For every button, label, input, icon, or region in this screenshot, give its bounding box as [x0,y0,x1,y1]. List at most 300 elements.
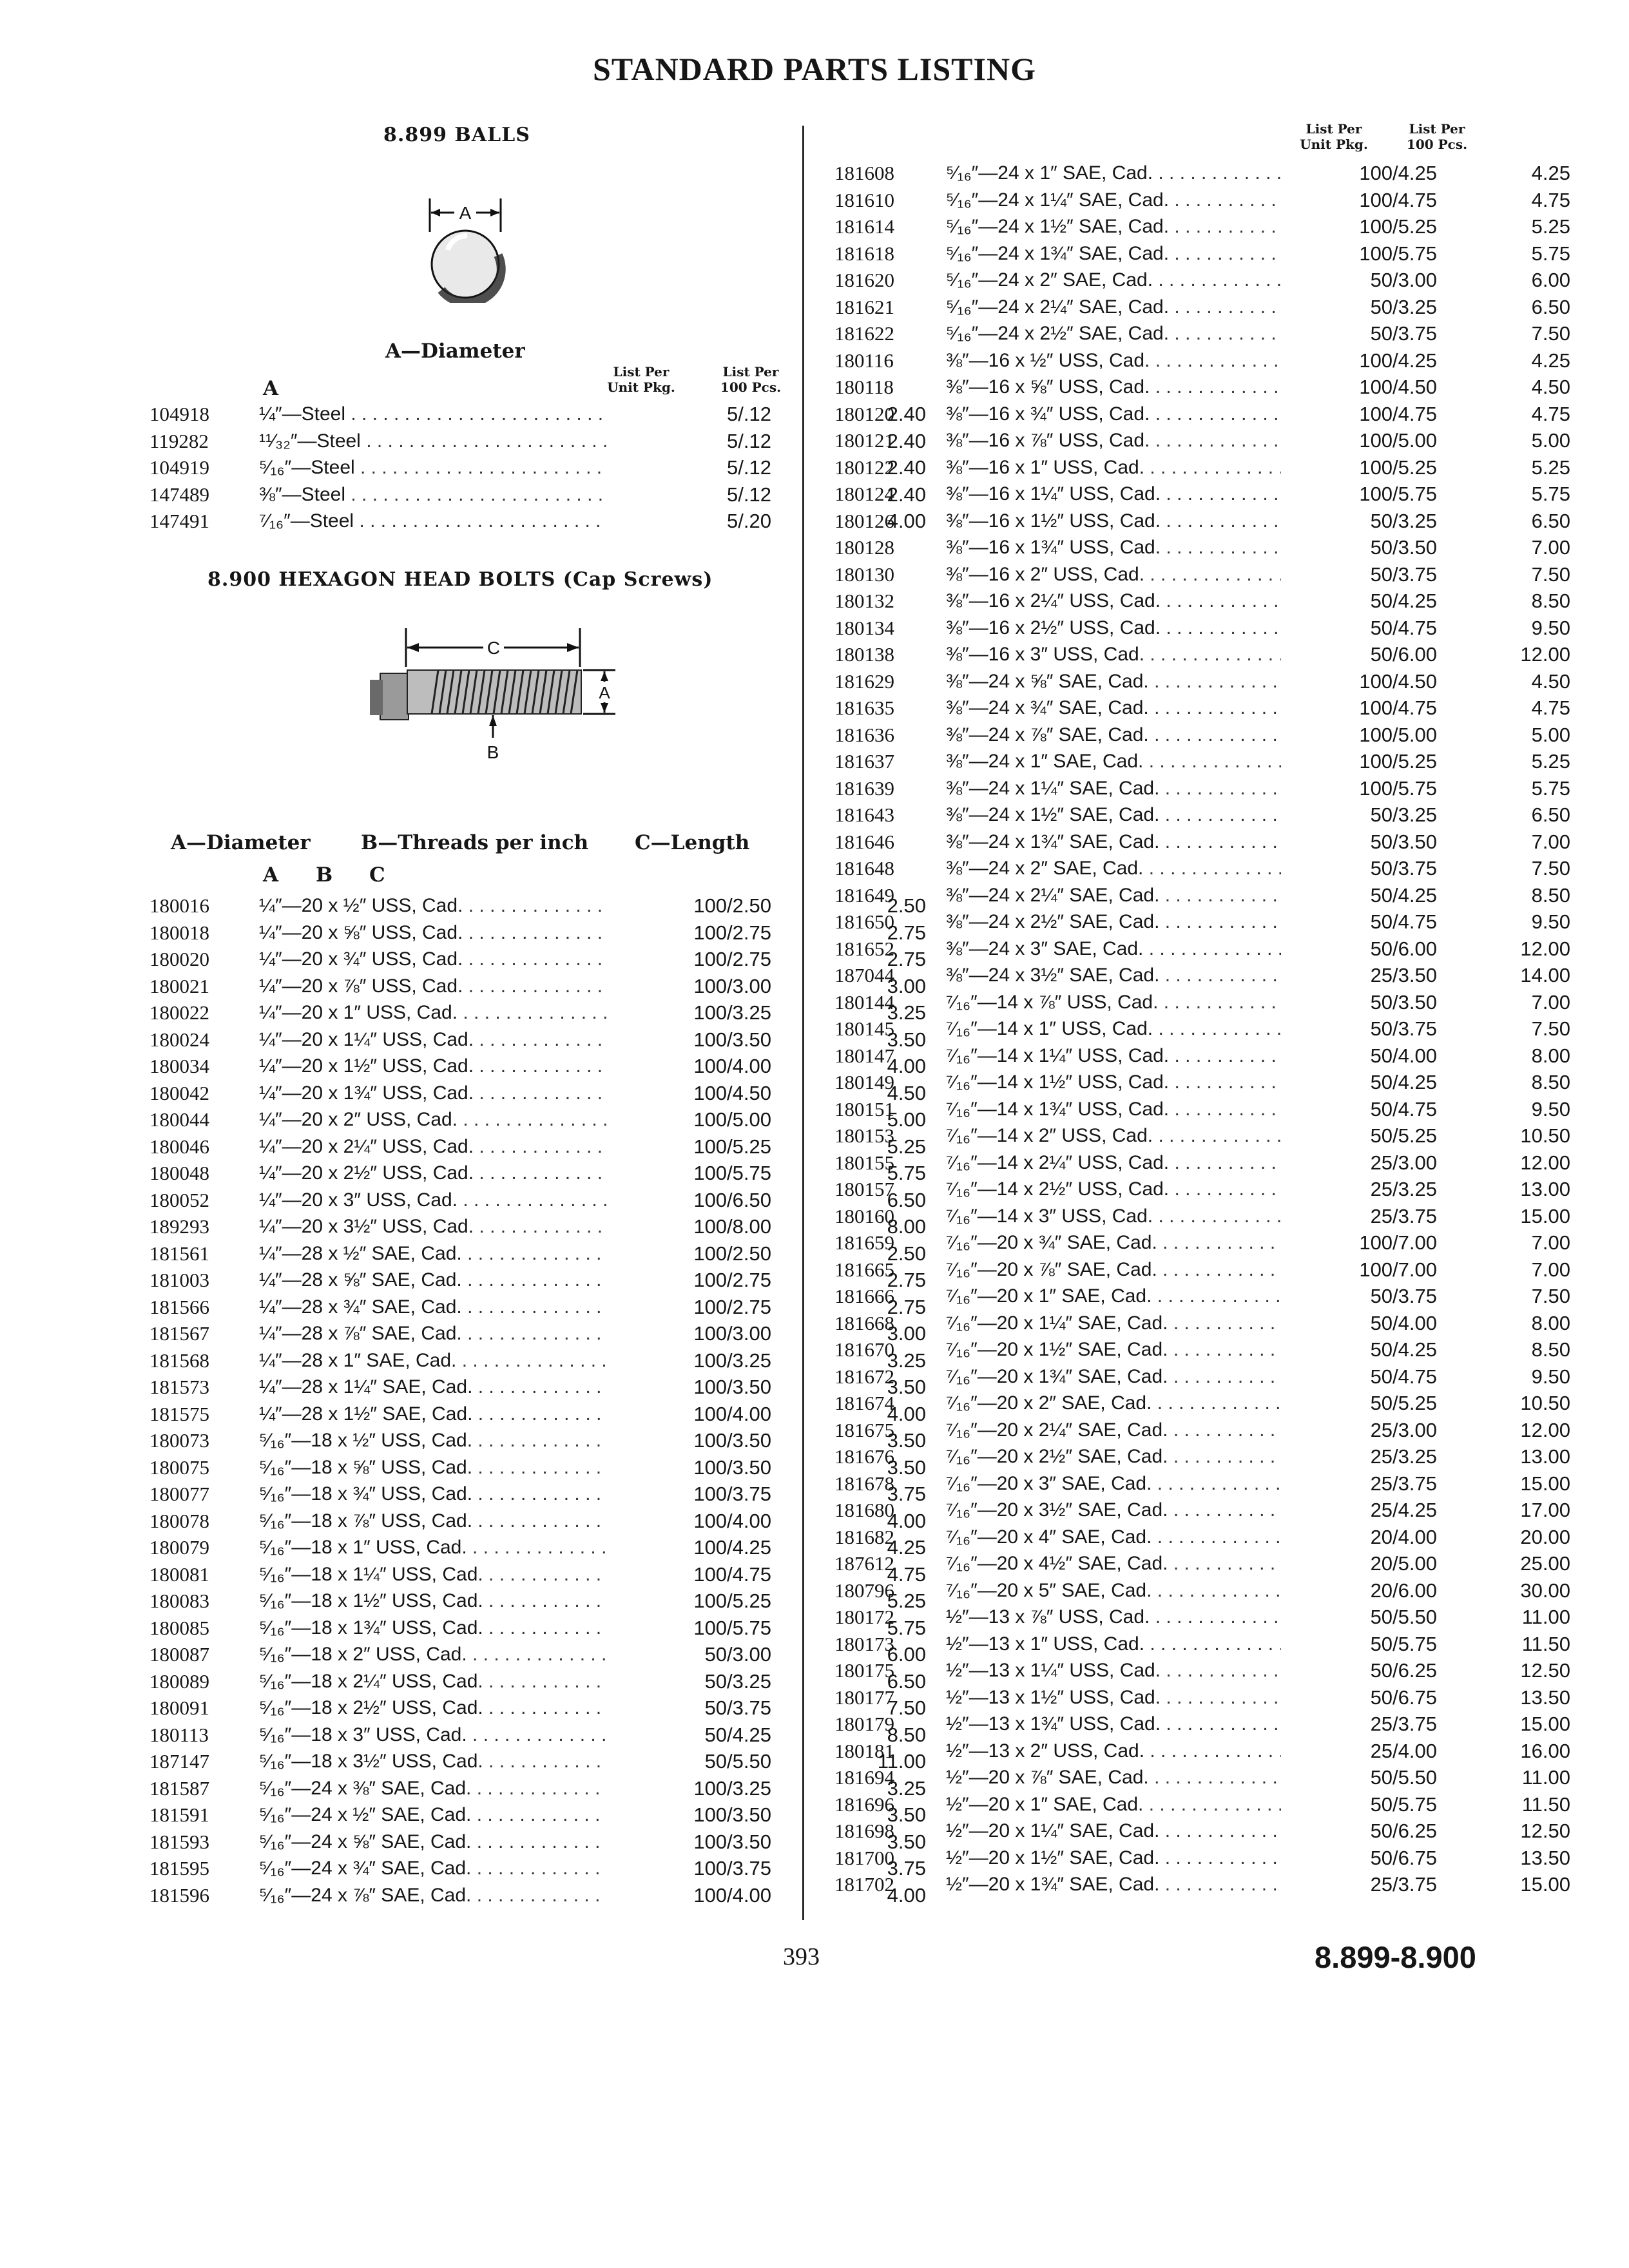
part-number: 181610 [834,188,894,211]
section-range: 8.899-8.900 [1315,1940,1476,1974]
price-per-unit-pkg: 25/3.75 [1370,1873,1437,1896]
price-per-100: 20.00 [1520,1525,1570,1548]
table-row [834,695,1576,722]
price-per-100: 5.00 [1531,723,1570,746]
part-number: 181668 [834,1311,894,1334]
price-per-unit-pkg: 5/.12 [727,483,771,506]
price-per-unit-pkg: 50/3.50 [1370,536,1437,559]
table-row [834,908,1576,936]
price-per-100: 11.00 [1521,1766,1570,1789]
description: ¼″—28 x ¾″ SAE, Cad. . . . [259,1294,607,1321]
part-number: 180157 [834,1178,894,1200]
price-per-unit-pkg: 50/4.75 [1370,616,1437,639]
part-number: 180121 [834,429,894,452]
table-row [834,213,1576,240]
price-per-unit-pkg: 100/3.50 [693,1376,771,1398]
part-number: 180073 [149,1429,209,1452]
description: ⁵⁄₁₆″—18 x 1½″ USS, Cad. . . . [259,1588,607,1615]
price-per-unit-pkg: 50/3.75 [1370,857,1437,879]
part-number: 181567 [149,1322,209,1345]
price-per-unit-pkg: 25/3.75 [1370,1713,1437,1735]
price-per-unit-pkg: 100/4.00 [693,1509,771,1532]
part-number: 180144 [834,990,894,1014]
price-per-unit-pkg: 50/6.75 [1370,1686,1437,1709]
price-per-unit-pkg: 100/3.50 [693,1028,771,1051]
price-per-100: 3.75 [887,1483,926,1505]
price-per-100: 5.25 [1531,456,1570,479]
description: ⅜″—16 x ½″ USS, Cad. . . . [946,347,1281,374]
price-per-100: 2.50 [887,1242,926,1265]
price-per-100: 30.00 [1520,1579,1570,1602]
description: ¼″—20 x ⅞″ USS, Cad. . . . [259,973,607,1000]
table-row [834,1711,1576,1738]
table-row [834,267,1576,294]
price-per-unit-pkg: 100/4.75 [1359,697,1437,719]
price-per-100: 7.00 [1531,990,1570,1014]
price-per-100: 13.50 [1520,1846,1570,1869]
price-per-unit-pkg: 100/6.50 [693,1188,771,1211]
part-number: 181649 [834,883,894,907]
part-number: 180145 [834,1017,894,1040]
part-number: 147489 [149,483,209,506]
description: ⁵⁄₁₆″—24 x ¾″ SAE, Cad. . . . [259,1855,607,1882]
description: ¼″—28 x 1″ SAE, Cad. . . . [259,1347,607,1374]
part-number: 180155 [834,1151,894,1174]
part-number: 181614 [834,215,894,238]
description: ⅜″—24 x 1″ SAE, Cad. . . . [946,748,1281,775]
part-number: 181646 [834,830,894,853]
part-number: 180175 [834,1659,894,1682]
table-row [834,1818,1576,1845]
price-per-unit-pkg: 50/4.25 [1370,1071,1437,1093]
price-per-unit-pkg: 100/5.25 [1359,750,1437,773]
table-row [834,1256,1576,1283]
part-number: 181622 [834,322,894,345]
part-number: 180134 [834,616,894,639]
description: ⁵⁄₁₆″—18 x ⅝″ USS, Cad. . . . [259,1454,607,1481]
table-row [834,1417,1576,1444]
part-number: 181573 [149,1376,209,1398]
abc-a: A [263,863,279,887]
part-number: 181680 [834,1499,894,1521]
table-row [834,936,1576,963]
price-per-100: 6.00 [887,1643,926,1666]
description: ⁷⁄₁₆″—20 x ¾″ SAE, Cad. . . . [946,1229,1281,1256]
price-per-100: 4.00 [887,510,926,532]
description: ⅜″—16 x 1¼″ USS, Cad. . . . [946,481,1281,508]
price-per-unit-pkg: 100/3.75 [693,1483,771,1505]
price-per-100: 3.50 [887,1429,926,1452]
part-number: 180078 [149,1509,209,1532]
description: ⁵⁄₁₆″—24 x 1½″ SAE, Cad. . . . [946,213,1281,240]
price-per-100: 5.00 [887,1108,926,1131]
part-number: 180181 [834,1739,894,1762]
price-per-100: 8.50 [1531,590,1570,612]
part-number: 180048 [149,1162,209,1184]
table-row [834,1738,1576,1765]
description: ⁵⁄₁₆″—24 x ⅝″ SAE, Cad. . . . [259,1829,607,1856]
part-number: 180083 [149,1590,209,1612]
table-row [834,320,1576,347]
description: ½″—13 x 1″ USS, Cad. . . . [946,1631,1281,1658]
table-row [834,1871,1576,1898]
price-per-100: 3.50 [887,1830,926,1853]
table-row [834,1043,1576,1070]
description: ⁵⁄₁₆″—24 x 1¾″ SAE, Cad. . . . [946,240,1281,267]
price-per-unit-pkg: 100/4.50 [693,1081,771,1104]
description: ⅜″—24 x 1¾″ SAE, Cad. . . . [946,829,1281,856]
price-per-100: 12.00 [1520,1418,1570,1441]
price-per-unit-pkg: 50/4.75 [1370,910,1437,933]
price-per-100: 12.50 [1520,1820,1570,1842]
description: ¼″—28 x ⅝″ SAE, Cad. . . . [259,1267,607,1294]
price-per-100: 2.40 [887,456,926,479]
table-row [834,775,1576,802]
description: ⁷⁄₁₆″—14 x 3″ USS, Cad. . . . [946,1203,1281,1230]
price-per-unit-pkg: 100/2.75 [693,1295,771,1318]
description: ⁷⁄₁₆″—20 x 3″ SAE, Cad. . . . [946,1470,1281,1497]
price-per-unit-pkg: 50/4.25 [1370,1338,1437,1361]
price-per-unit-pkg: 100/2.50 [693,1242,771,1265]
bolts-legend-b: B—Threads per inch [361,831,589,854]
price-per-100: 5.75 [1531,242,1570,265]
part-number: 180022 [149,1001,209,1024]
table-row [834,1122,1576,1149]
table-row [834,1390,1576,1417]
part-number: 181587 [149,1776,209,1800]
table-row [834,1577,1576,1604]
description: ¼″—28 x 1¼″ SAE, Cad. . . . [259,1374,607,1401]
price-per-100: 4.00 [887,1402,926,1425]
description: ⅜″—16 x ¾″ USS, Cad. . . . [946,401,1281,428]
price-per-100: 15.00 [1520,1204,1570,1227]
table-row [834,1069,1576,1096]
description: ¼″—20 x ¾″ USS, Cad. . . . [259,946,607,973]
price-per-100: 10.50 [1520,1392,1570,1414]
bolts-col-per [1389,121,1485,152]
part-number: 180151 [834,1097,894,1120]
table-row [834,1176,1576,1203]
price-per-unit-pkg: 50/4.75 [1370,1365,1437,1388]
description: ⅜″—24 x 3½″ SAE, Cad. . . . [946,962,1281,989]
table-row [834,588,1576,615]
description: ¼″—20 x 1¼″ USS, Cad. . . . [259,1026,607,1053]
description: ½″—13 x 2″ USS, Cad. . . . [946,1738,1281,1765]
price-per-unit-pkg: 50/3.75 [1370,1285,1437,1307]
price-per-unit-pkg: 50/3.25 [1370,295,1437,318]
description: ½″—13 x 1½″ USS, Cad. . . . [946,1684,1281,1711]
table-row [834,1363,1576,1390]
table-row [834,802,1576,829]
price-per-100: 4.75 [1531,188,1570,211]
description: ⅜″—16 x 3″ USS, Cad. . . . [946,641,1281,668]
table-row [834,1015,1576,1043]
price-per-unit-pkg: 100/5.00 [1359,723,1437,746]
price-per-100: 3.25 [887,1001,926,1024]
table-row [834,1657,1576,1684]
table-row [834,1336,1576,1363]
description: ⅜″—16 x 1″ USS, Cad. . . . [946,454,1281,481]
price-per-unit-pkg: 100/8.00 [693,1215,771,1238]
table-row [834,1604,1576,1631]
price-per-100: 4.00 [887,1883,926,1907]
price-per-100: 25.00 [1520,1552,1570,1575]
price-per-100: 12.00 [1520,937,1570,960]
part-number: 181672 [834,1365,894,1388]
description: ⅜″—Steel . . . [259,481,607,508]
part-number: 181670 [834,1338,894,1361]
price-per-unit-pkg: 100/3.50 [693,1830,771,1853]
description: ⅜″—24 x ¾″ SAE, Cad. . . . [946,695,1281,722]
description: ½″—20 x 1¼″ SAE, Cad. . . . [946,1818,1281,1845]
description: ⁵⁄₁₆″—18 x 2″ USS, Cad. . . . [259,1641,607,1668]
page-title: STANDARD PARTS LISTING [593,51,1036,87]
description: ¼″—20 x ½″ USS, Cad. . . . [259,892,607,919]
price-per-unit-pkg: 100/7.00 [1359,1231,1437,1254]
description: ⁷⁄₁₆″—20 x 1¼″ SAE, Cad. . . . [946,1310,1281,1337]
description: ⅜″—16 x 1½″ USS, Cad. . . . [946,508,1281,535]
description: ⁷⁄₁₆″—20 x 4½″ SAE, Cad. . . . [946,1550,1281,1577]
table-row [834,1845,1576,1872]
part-number: 181635 [834,697,894,719]
part-number: 181702 [834,1873,894,1896]
bolts-heading: 8.900 HEXAGON HEAD BOLTS (Cap Screws) [207,568,713,591]
price-per-100: 8.50 [887,1723,926,1746]
table-row [834,1497,1576,1524]
price-per-100: 2.40 [887,429,926,452]
description: ⅜″—24 x 1¼″ SAE, Cad. . . . [946,775,1281,802]
description: ⁷⁄₁₆″—14 x 2½″ USS, Cad. . . . [946,1176,1281,1203]
part-number: 181648 [834,857,894,879]
price-per-100: 2.40 [887,483,926,506]
price-per-unit-pkg: 25/3.25 [1370,1178,1437,1200]
part-number: 180024 [149,1028,209,1051]
part-number: 180081 [149,1562,209,1586]
price-per-100: 11.00 [1521,1606,1570,1628]
price-per-100: 7.50 [1531,1285,1570,1307]
table-row [834,374,1576,401]
price-per-unit-pkg: 100/4.75 [693,1562,771,1586]
table-row [834,508,1576,535]
description: ¼″—Steel . . . [259,401,607,428]
description: ½″—13 x 1¼″ USS, Cad. . . . [946,1657,1281,1684]
part-number: 104919 [149,456,209,479]
price-per-100: 16.00 [1520,1739,1570,1762]
part-number: 180020 [149,948,209,970]
price-per-100: 4.00 [887,1509,926,1532]
table-row [834,615,1576,642]
price-per-100: 17.00 [1520,1499,1570,1521]
price-per-100: 2.40 [887,403,926,425]
part-number: 180153 [834,1124,894,1147]
bolt-dim-a-label: A [599,683,610,702]
price-per-unit-pkg: 100/5.00 [1359,429,1437,452]
ball-dim-label: A [459,203,472,223]
bolt-dim-b-label: B [487,742,499,762]
description: ⁷⁄₁₆″—20 x 2″ SAE, Cad. . . . [946,1390,1281,1417]
price-per-unit-pkg: 25/3.00 [1370,1418,1437,1441]
price-per-unit-pkg: 100/2.75 [693,1269,771,1291]
description: ⁵⁄₁₆″—18 x 2½″ USS, Cad. . . . [259,1695,607,1722]
part-number: 181678 [834,1472,894,1495]
price-per-unit-pkg: 20/6.00 [1370,1579,1437,1602]
col-head-line: List Per [1409,121,1465,137]
description: ⅜″—16 x 2½″ USS, Cad. . . . [946,615,1281,642]
price-per-unit-pkg: 50/4.25 [704,1723,771,1746]
description: ¼″—20 x 1½″ USS, Cad. . . . [259,1053,607,1080]
table-row [834,561,1576,588]
price-per-unit-pkg: 50/6.25 [1370,1659,1437,1682]
description: ⁷⁄₁₆″—14 x 1¼″ USS, Cad. . . . [946,1043,1281,1070]
table-row [834,1550,1576,1577]
table-row [834,347,1576,374]
part-number: 147491 [149,510,209,532]
price-per-100: 7.00 [1531,1258,1570,1281]
price-per-unit-pkg: 100/3.50 [693,1456,771,1479]
price-per-unit-pkg: 5/.20 [727,510,771,532]
description: ⁵⁄₁₆″—24 x ½″ SAE, Cad. . . . [259,1802,607,1829]
part-number: 180147 [834,1044,894,1067]
price-per-100: 5.75 [1531,483,1570,505]
description: ⁷⁄₁₆″—14 x 2¼″ USS, Cad. . . . [946,1149,1281,1177]
price-per-unit-pkg: 100/5.00 [693,1108,771,1131]
table-row [834,1443,1576,1470]
price-per-unit-pkg: 50/3.25 [1370,803,1437,826]
part-number: 180091 [149,1696,209,1719]
price-per-100: 7.00 [1531,536,1570,559]
price-per-100: 5.25 [887,1135,926,1158]
balls-col-a: A [263,377,279,400]
description: ½″—20 x ⅞″ SAE, Cad. . . . [946,1764,1281,1791]
price-per-unit-pkg: 100/2.75 [693,948,771,970]
description: ⁵⁄₁₆″—18 x 2¼″ USS, Cad. . . . [259,1668,607,1695]
description: ⁵⁄₁₆″—24 x 2½″ SAE, Cad. . . . [946,320,1281,347]
price-per-100: 5.75 [1531,776,1570,800]
part-number: 180116 [834,349,894,372]
price-per-100: 6.50 [1531,509,1570,532]
part-number: 180120 [834,402,894,425]
part-number: 180077 [149,1483,209,1505]
description: ⁵⁄₁₆″—24 x ⅜″ SAE, Cad. . . . [259,1775,607,1802]
price-per-100: 9.50 [1531,616,1570,639]
part-number: 181674 [834,1392,894,1414]
price-per-unit-pkg: 100/5.25 [1359,456,1437,479]
table-row [834,1470,1576,1497]
table-row [834,534,1576,561]
price-per-100: 4.50 [1531,669,1570,693]
description: ⁷⁄₁₆″—20 x 5″ SAE, Cad. . . . [946,1577,1281,1604]
part-number: 180018 [149,921,209,944]
part-number: 180128 [834,536,894,559]
bolts-col-pkg [1286,121,1382,152]
description: ⁷⁄₁₆″—14 x 1¾″ USS, Cad. . . . [946,1096,1281,1123]
part-number: 180021 [149,974,209,997]
table-row [834,1791,1576,1818]
part-number: 181566 [149,1295,209,1318]
part-number: 180122 [834,456,894,479]
price-per-100: 8.00 [1531,1044,1570,1067]
description: ¼″—20 x 1″ USS, Cad. . . . [259,999,607,1026]
price-per-100: 5.25 [1531,750,1570,773]
part-number: 181637 [834,750,894,773]
part-number: 181618 [834,242,894,265]
price-per-100: 4.50 [1531,376,1570,398]
description: ¼″—20 x ⅝″ USS, Cad. . . . [259,919,607,947]
description: ½″—20 x 1″ SAE, Cad. . . . [946,1791,1281,1818]
description: ⁵⁄₁₆″—18 x 3″ USS, Cad. . . . [259,1722,607,1749]
price-per-unit-pkg: 20/5.00 [1370,1552,1437,1575]
description: ⁷⁄₁₆″—20 x 1½″ SAE, Cad. . . . [946,1336,1281,1363]
price-per-unit-pkg: 100/5.75 [693,1162,771,1184]
description: ¼″—28 x 1½″ SAE, Cad. . . . [259,1401,607,1428]
price-per-unit-pkg: 100/5.75 [1359,776,1437,800]
description: ⁵⁄₁₆″—18 x 1¼″ USS, Cad. . . . [259,1561,607,1588]
price-per-unit-pkg: 100/2.75 [693,921,771,944]
price-per-unit-pkg: 50/3.75 [704,1696,771,1719]
price-per-unit-pkg: 100/5.25 [693,1135,771,1158]
part-number: 181700 [834,1846,894,1869]
price-per-unit-pkg: 100/4.25 [693,1536,771,1559]
part-number: 180149 [834,1071,894,1093]
part-number: 180172 [834,1606,894,1628]
price-per-unit-pkg: 5/.12 [727,456,771,479]
price-per-100: 7.50 [1531,322,1570,345]
price-per-100: 9.50 [1531,910,1570,933]
description: ⁷⁄₁₆″—20 x 2½″ SAE, Cad. . . . [946,1443,1281,1470]
price-per-100: 8.50 [1531,1338,1570,1361]
part-number: 181621 [834,295,894,318]
description: ⁵⁄₁₆″—18 x ¾″ USS, Cad. . . . [259,1481,607,1508]
price-per-100: 7.00 [1531,830,1570,853]
col-head-line: List Per [722,364,779,380]
part-number: 181659 [834,1231,894,1254]
price-per-unit-pkg: 25/3.00 [1370,1151,1437,1174]
part-number: 180179 [834,1713,894,1735]
price-per-100: 7.50 [887,1696,926,1719]
price-per-unit-pkg: 50/3.25 [1370,509,1437,532]
part-number: 180044 [149,1108,209,1131]
price-per-unit-pkg: 50/5.25 [1370,1124,1437,1147]
part-number: 180042 [149,1081,209,1104]
table-row [834,882,1576,909]
price-per-100: 8.00 [1531,1311,1570,1334]
price-per-100: 14.00 [1520,964,1570,986]
part-number: 181608 [834,162,894,184]
description: ⁷⁄₁₆″—14 x ⅞″ USS, Cad. . . . [946,989,1281,1016]
table-row [834,1229,1576,1256]
description: ⁵⁄₁₆″—24 x 2¼″ SAE, Cad. . . . [946,294,1281,321]
part-number: 189293 [149,1215,209,1238]
part-number: 180046 [149,1135,209,1158]
bolts-right-table [834,160,1576,1898]
price-per-100: 11.00 [877,1750,926,1773]
description: ⁵⁄₁₆″—18 x 1″ USS, Cad. . . . [259,1534,607,1561]
table-row [834,1203,1576,1230]
col-head-line: List Per [613,364,670,380]
price-per-unit-pkg: 50/3.75 [1370,322,1437,345]
bolts-legend-c: C—Length [635,831,750,854]
col-head-line: List Per [1306,121,1362,137]
price-per-100: 6.50 [1531,295,1570,318]
price-per-unit-pkg: 100/3.00 [693,1322,771,1345]
price-per-unit-pkg: 25/3.50 [1370,964,1437,986]
table-row [834,160,1576,187]
part-number: 187147 [149,1750,209,1773]
price-per-100: 11.50 [1521,1792,1570,1816]
table-row [834,1684,1576,1711]
price-per-100: 3.25 [887,1776,926,1800]
table-row [834,989,1576,1016]
